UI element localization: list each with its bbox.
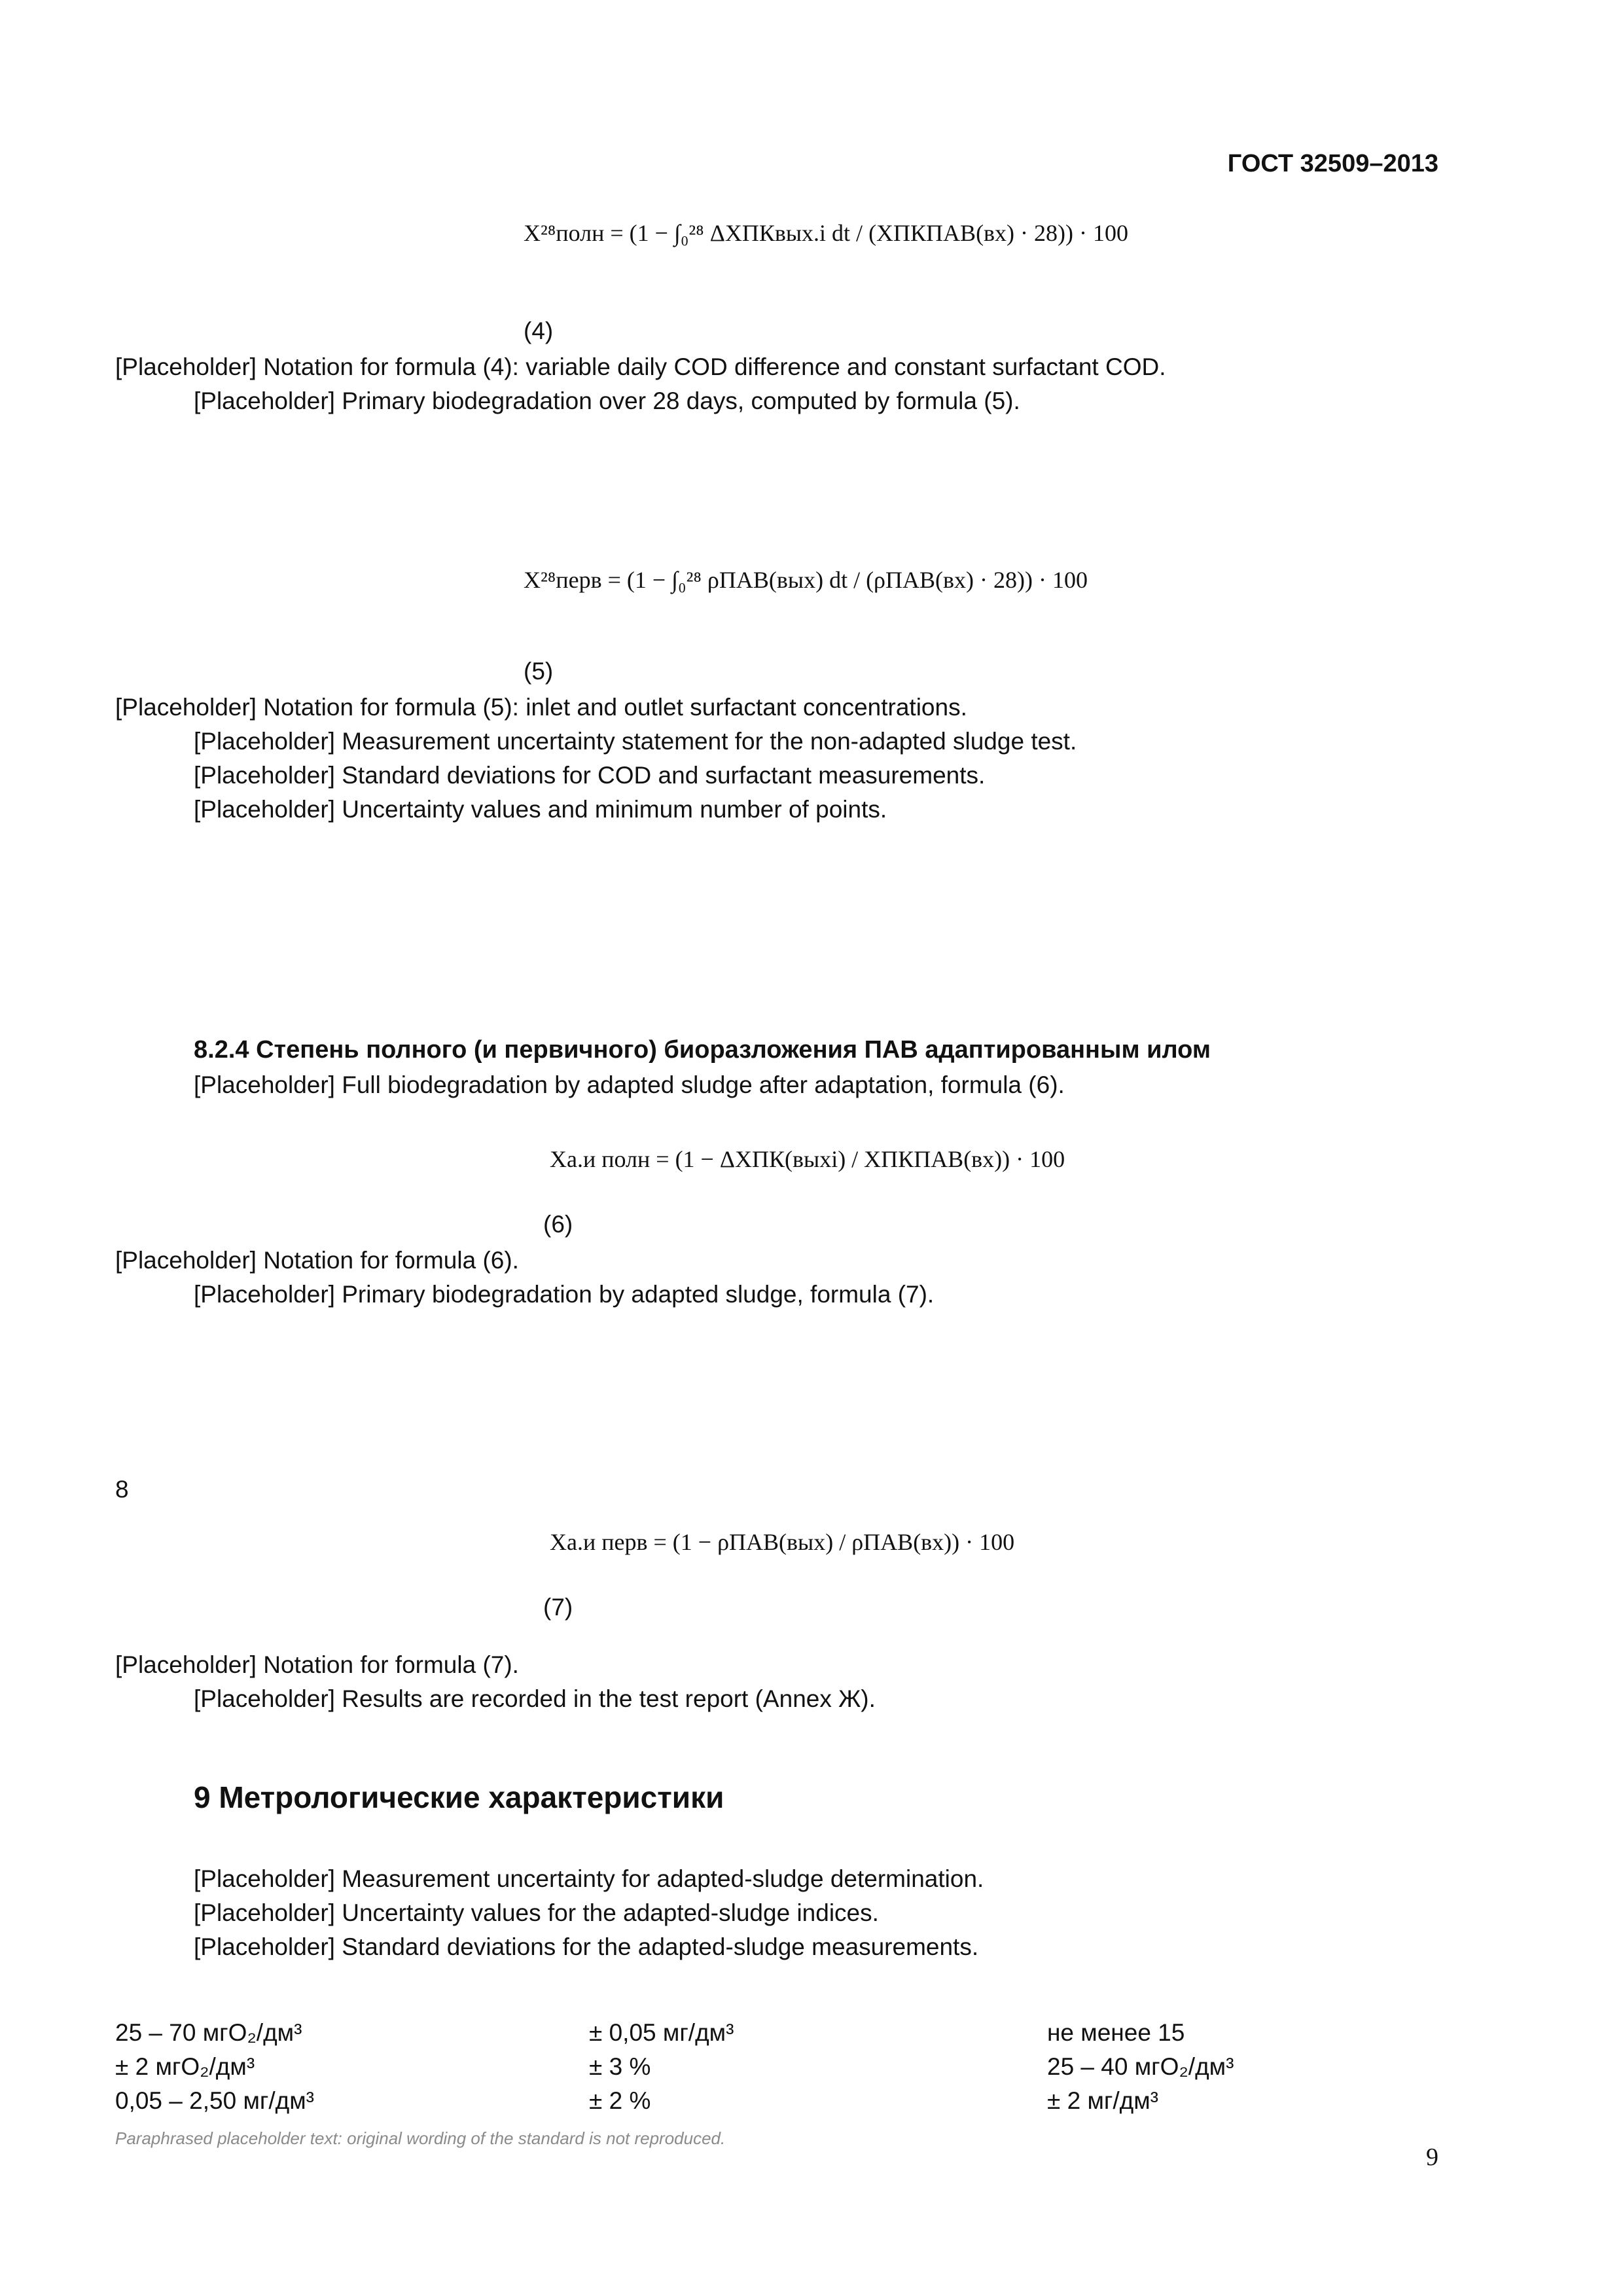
para-4: [Placeholder] Measurement uncertainty statement for the non-adapted sludge test. [194,728,1077,755]
value-unc-full: ± 3 % [589,2053,651,2080]
block-3 [115,1068,1444,1102]
block-1 [115,350,1444,418]
para-13: [Placeholder] Uncertainty values for the adapted-sludge indices. [194,1899,879,1926]
block-4 [115,1244,1444,1312]
value-xpk-range-1: 25 – 70 мгО₂/дм³ [115,2019,302,2046]
para-9: [Placeholder] Primary biodegradation by adapted sludge, formula (7). [194,1281,935,1308]
value-pav-dev: ± 0,05 мг/дм³ [589,2019,734,2046]
para-10: [Placeholder] Notation for formula (7). [115,1651,519,1678]
value-xpk-dev-2: ± 2 мг/дм³ [1047,2087,1159,2114]
paraphrase-notice: Paraphrased placeholder text: original wording of the standard is not reproduced. [115,2128,726,2148]
para-8: [Placeholder] Notation for formula (6). [115,1247,519,1274]
block-6 [115,1862,1444,1964]
para-5: [Placeholder] Standard deviations for COD and surfactant measurements. [194,762,986,789]
eq-number-7: (7) [543,1594,573,1621]
section-9-title: 9 Метрологические характеристики [194,1780,724,1814]
value-pav-range: 0,05 – 2,50 мг/дм³ [115,2087,315,2114]
standard-header: ГОСТ 32509–2013 [1227,150,1438,177]
para-6: [Placeholder] Uncertainty values and minimum number of points. [194,796,887,823]
para-14: [Placeholder] Standard deviations for the adapted-sludge measurements. [194,1933,979,1960]
heading-8-2-4: 8.2.4 Степень полного (и первичного) биоразложения ПАВ адаптированным илом [194,1036,1211,1064]
formula-5: X²⁸перв = (1 − ∫₀²⁸ ρПАВ(вых) dt / (ρПАВ(вх) · 28)) · 100 [524,567,1088,593]
para-2: [Placeholder] Primary biodegradation over 28 days, computed by formula (5). [194,387,1020,414]
formula-6: Xа.и полн = (1 − ΔХПК(выхi) / ХПКПАВ(вх)) · 100 [550,1146,1065,1172]
eq-number-6: (6) [543,1211,573,1238]
eq-number-4: (4) [524,317,554,344]
para-1: [Placeholder] Notation for formula (4): variable daily COD difference and constant surfactant COD. [115,353,1166,380]
formula-4: X²⁸полн = (1 − ∫₀²⁸ ΔХПКвых.i dt / (ХПКПАВ(вх) · 28)) · 100 [524,220,1128,246]
value-xpk-range-2: 25 – 40 мгО₂/дм³ [1047,2053,1234,2080]
values-block-3 [1047,2016,1440,2118]
para-7: [Placeholder] Full biodegradation by adapted sludge after adaptation, formula (6). [194,1071,1065,1098]
para-3: [Placeholder] Notation for formula (5): inlet and outlet surfactant concentrations. [115,694,967,721]
para-12: [Placeholder] Measurement uncertainty for adapted-sludge determination. [194,1865,984,1892]
value-unc-primary: ± 2 % [589,2087,651,2114]
block-5 [115,1648,1444,1716]
value-min-points: не менее 15 [1047,2019,1185,2046]
formula-7: Xа.и перв = (1 − ρПАВ(вых) / ρПАВ(вх)) · 100 [550,1529,1015,1555]
page-number: 9 [1426,2144,1438,2171]
eq-number-5: (5) [524,658,554,685]
block-2 [115,691,1444,827]
side-page-number: 8 [115,1476,129,1503]
value-xpk-dev-1: ± 2 мгО₂/дм³ [115,2053,255,2080]
para-11: [Placeholder] Results are recorded in the test report (Annex Ж). [194,1685,876,1712]
